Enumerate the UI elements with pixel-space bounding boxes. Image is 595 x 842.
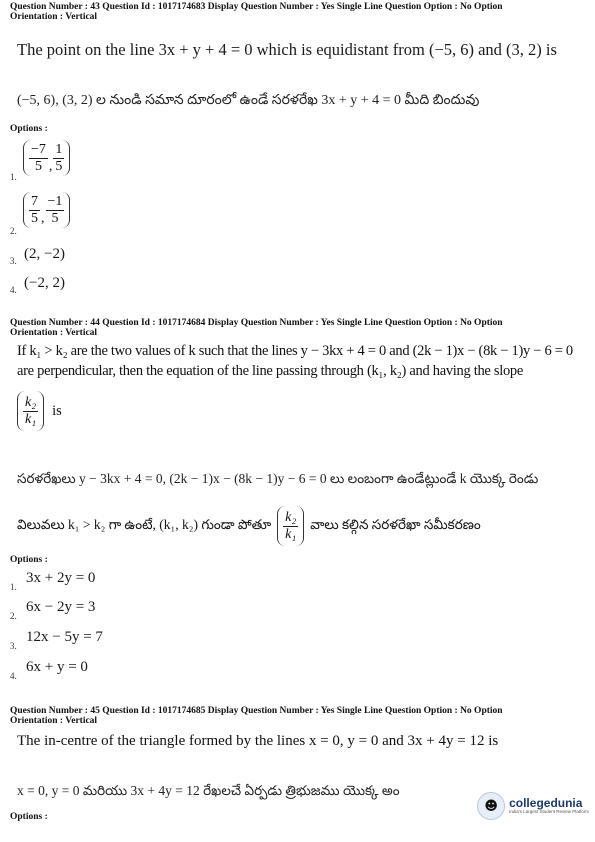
q45-header-line2: Orientation : Vertical xyxy=(10,716,98,726)
option-fraction-pair: $\frac{-7}{5}$ , $\frac{1}{5}$ xyxy=(23,140,70,176)
option-number: 2. xyxy=(10,611,17,621)
option-number: 3. xyxy=(10,641,17,651)
collegedunia-logo xyxy=(477,792,589,820)
option-number: 2. xyxy=(10,226,17,236)
telugu-text-b: వాలు కల్గిన సరళరేఖా సమీకరణం xyxy=(310,516,481,532)
q44-slope-expression xyxy=(17,391,62,431)
option-number: 4. xyxy=(10,671,17,681)
option-number: 1. xyxy=(10,172,17,182)
option-text: (−2, 2) xyxy=(24,275,65,291)
option-text: 6x + y = 0 xyxy=(26,659,88,675)
q44-question-telugu-line1: సరళరేఖలు y − 3kx + 4 = 0, (2k − 1)x − (8k − 1)y − 6 = 0 లు లంబంగా ఉండేట్లుండే k యొక్క రెండు xyxy=(17,471,539,486)
option-text: 6x − 2y = 3 xyxy=(26,599,96,615)
q43-header-line2: Orientation : Vertical xyxy=(10,12,98,22)
q45-question-english: The in-centre of the triangle formed by the lines x = 0, y = 0 and 3x + 4y = 12 is xyxy=(17,733,499,749)
option-text: (2, −2) xyxy=(24,246,65,262)
option-number: 3. xyxy=(10,256,17,266)
slope-suffix: is xyxy=(52,402,62,419)
option-text: 12x − 5y = 7 xyxy=(26,629,103,645)
q43-header-line1: Question Number : 43 Question Id : 1017174683 Display Question Number : Yes Single Line Question Option : No Option xyxy=(10,2,503,12)
q44-question-english-line1: If k₁ > k₂ are the two values of k such that the lines y − 3kx + 4 = 0 and (2k − 1)x − (8k − 1)y − 6 = 0 xyxy=(17,343,573,359)
logo-name: collegedunia xyxy=(509,796,583,810)
q45-header-line1: Question Number : 45 Question Id : 1017174685 Display Question Number : Yes Single Line Question Option : No Option xyxy=(10,706,503,716)
q45-question-telugu: x = 0, y = 0 మరియు 3x + 4y = 12 రేఖలచే ఏర్పడు త్రిభుజము యొక్క అం xyxy=(17,783,400,798)
slope-fraction-telugu: $\frac{\text{k₂}}{\text{k₁}}$ xyxy=(277,506,304,546)
mascot-icon: ☻ xyxy=(477,792,505,820)
slope-fraction: $\frac{\text{k₂}}{\text{k₁}}$ xyxy=(17,391,44,431)
q43-options-label: Options : xyxy=(10,124,48,134)
option-number: 4. xyxy=(10,285,17,295)
q44-question-english-line2: are perpendicular, then the equation of the line passing through (k₁, k₂) and having the slope xyxy=(17,363,523,379)
option-fraction-pair: $\frac{7}{5}$ , $\frac{-1}{5}$ xyxy=(23,192,70,228)
q44-header-line2: Orientation : Vertical xyxy=(10,328,98,338)
q45-options-label: Options : xyxy=(10,812,48,822)
q43-question-english: The point on the line 3x + y + 4 = 0 which is equidistant from (−5, 6) and (3, 2) is xyxy=(17,40,557,59)
q44-question-telugu-line2 xyxy=(17,506,481,546)
q44-options-label: Options : xyxy=(10,555,48,565)
q44-header-line1: Question Number : 44 Question Id : 1017174684 Display Question Number : Yes Single Line Question Option : No Option xyxy=(10,318,503,328)
option-number: 1. xyxy=(10,582,17,592)
logo-tagline: India's Largest Student Review Platform xyxy=(509,809,589,814)
q43-question-telugu: (−5, 6), (3, 2) ల నుండి సమాన దూరంలో ఉండే సరళరేఖ 3x + y + 4 = 0 మీది బిందువు xyxy=(17,93,480,108)
telugu-text-a: విలువలు k₁ > k₂ గా ఉంటే, (k₁, k₂) గుండా పోతూ xyxy=(17,516,272,532)
option-text: 3x + 2y = 0 xyxy=(26,570,96,586)
